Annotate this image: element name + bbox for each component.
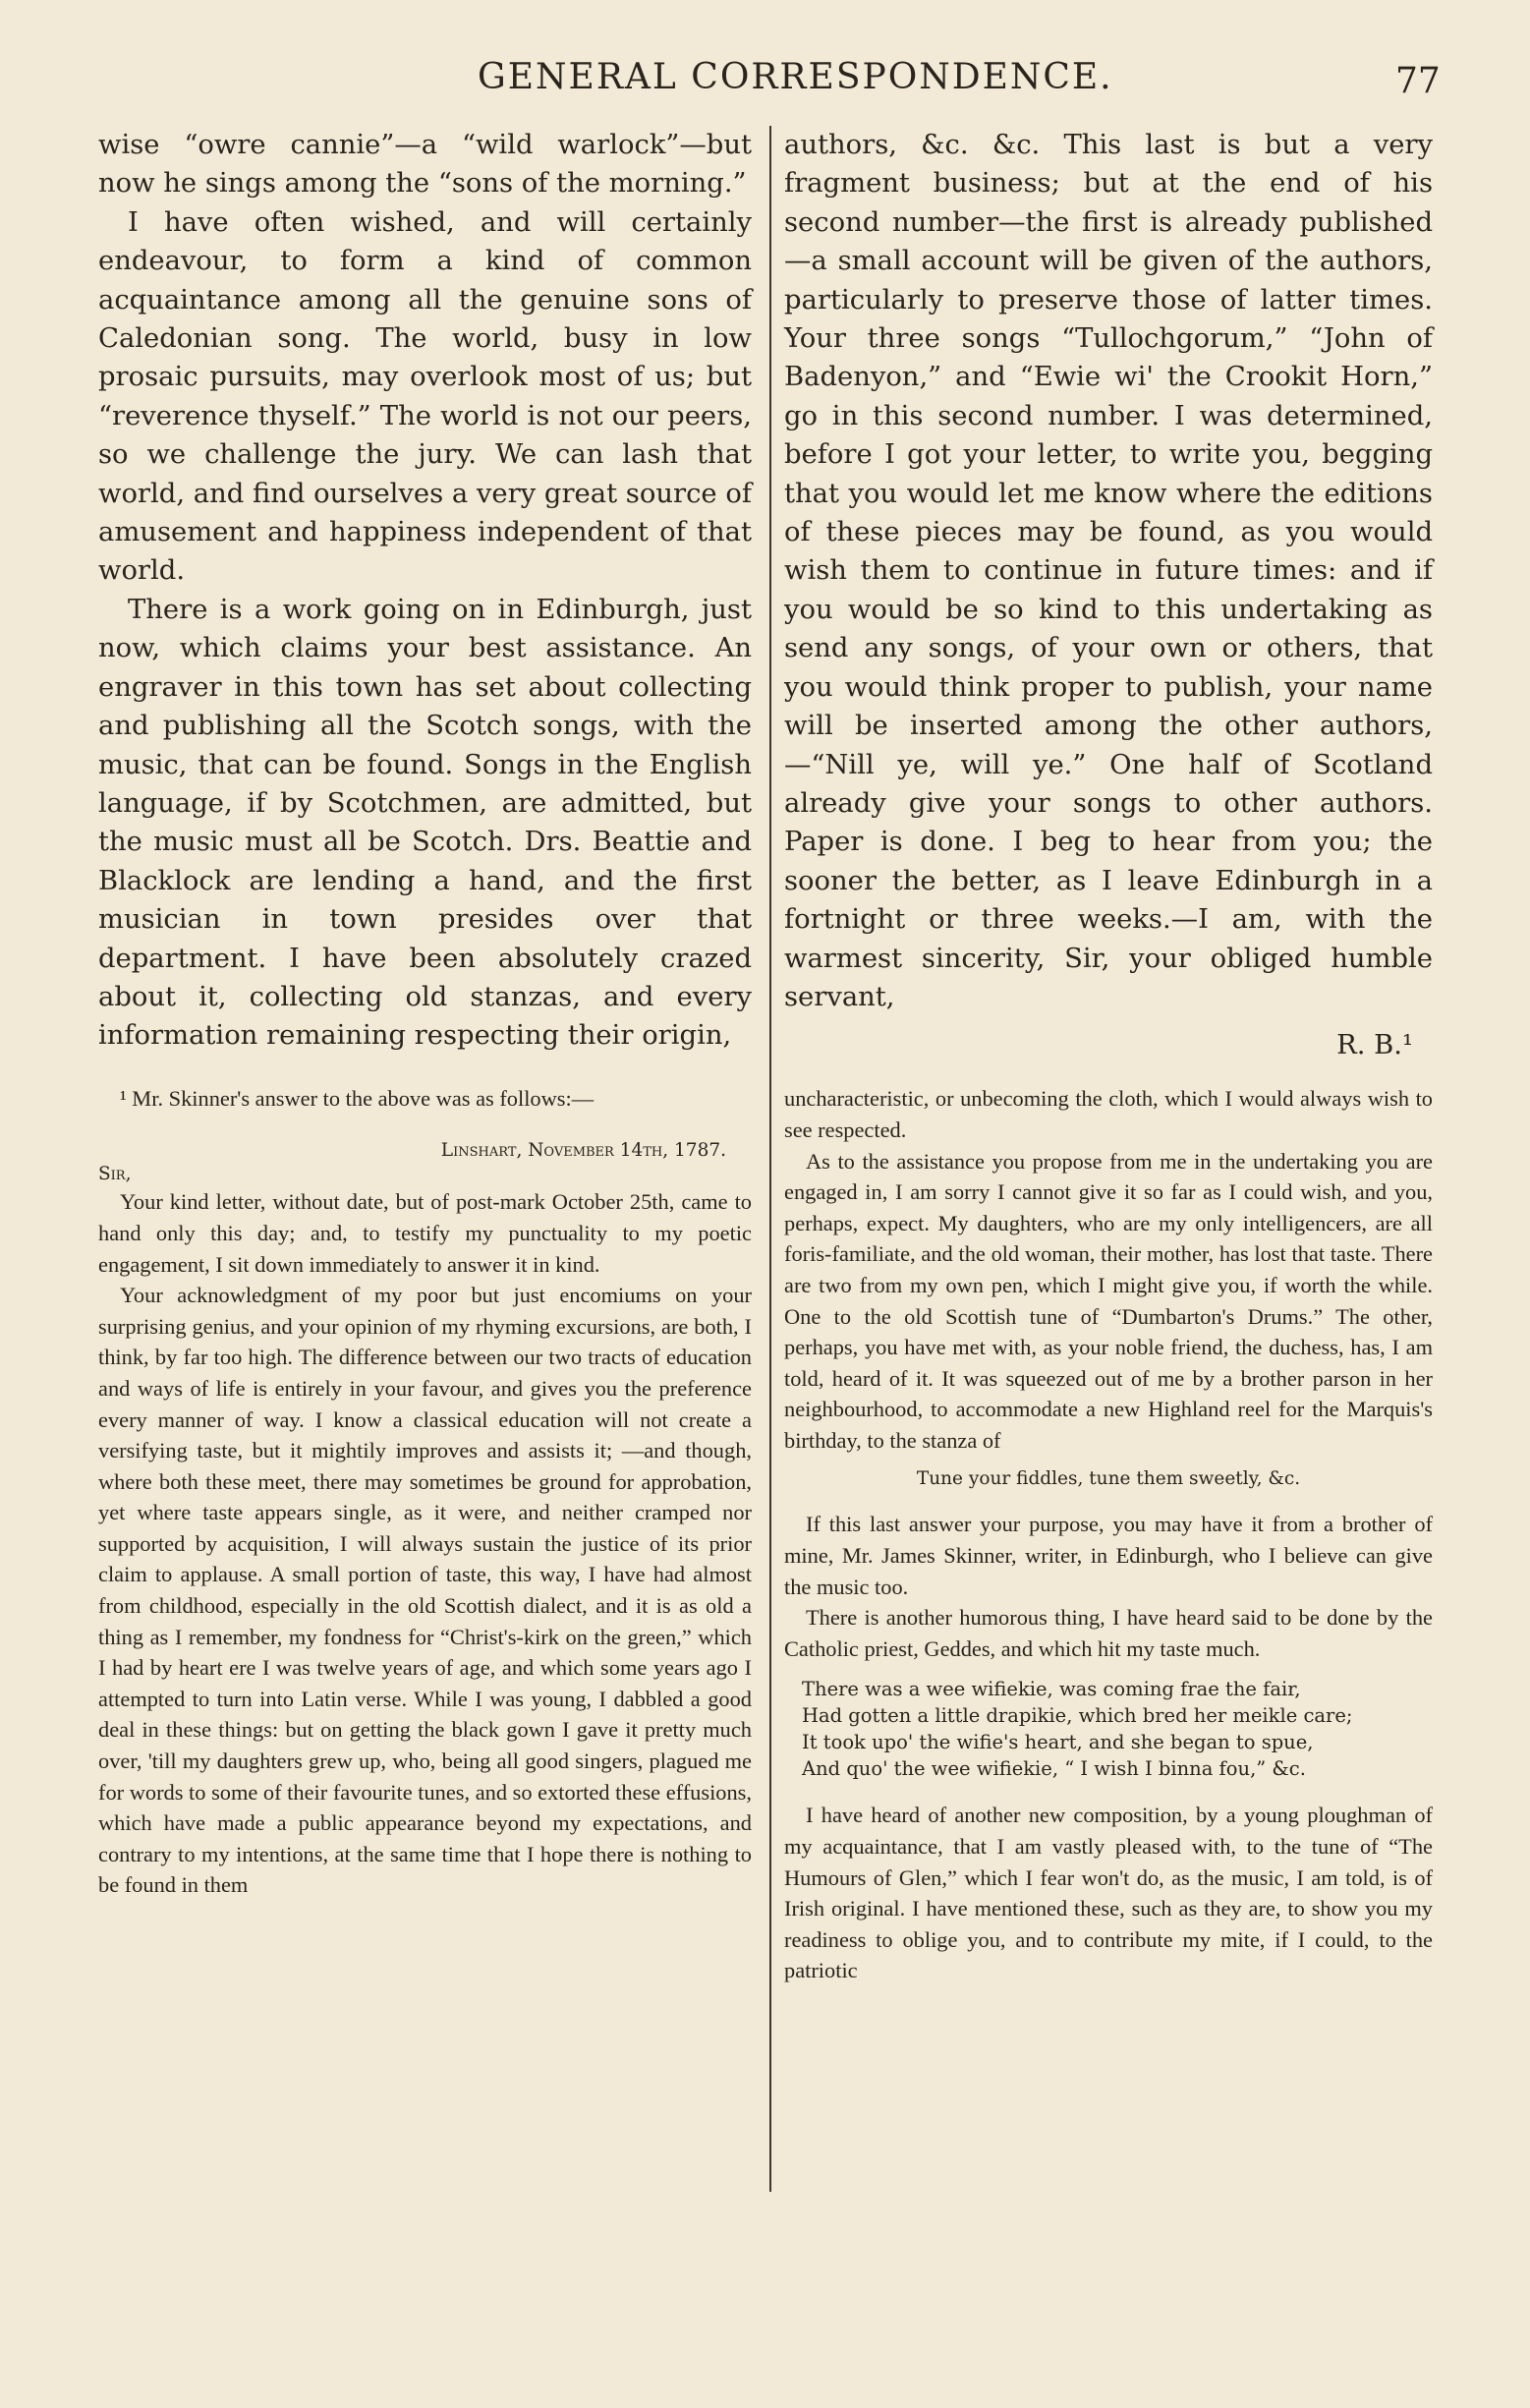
column-divider: [769, 126, 771, 2192]
running-title: GENERAL CORRESPONDENCE.: [478, 57, 1113, 97]
verse-line: Had gotten a little drapikie, which bred her meikle care;: [802, 1704, 1353, 1728]
body-paragraph: There is a work going on in Edinburgh, just now, which claims your best assistance. An engraver in this town has set about collecting and publishing all the Scotch songs, with the music, that can be found. Songs in the English language, if by Scotchmen, are admitted, but the music must all be Scotch. Drs. Beattie and Blacklock are lending a hand, and the first musician in town presides over that department. I have been absolutely crazed about it, collecting old stanzas, and every information remaining respecting their origin,: [98, 594, 752, 1052]
footnote-paragraph: I have heard of another new composition, by a young ploughman of my acquaintance, that I am vastly pleased with, to the tune of “The Humours of Glen,” which I fear won't do, as the music, I am told, is of Irish original. I have mentioned these, such as they are, to show you my readiness to oblige you, and to contribute my mite, if I could, to the patriotic: [784, 1803, 1433, 1983]
footnote-paragraph: uncharacteristic, or unbecoming the cloth, which I would always wish to see respected.: [784, 1086, 1433, 1142]
footnote-paragraph: Your kind letter, without date, but of post-mark October 25th, came to hand only this day; and, to testify my punctuality to my poetic engagement, I sit down immediately to answer it in kind.: [98, 1189, 752, 1277]
left-column: [98, 126, 752, 1901]
page-header: [0, 57, 1530, 106]
page-number: 77: [1395, 61, 1441, 101]
letter-dateline: Linshart, November 14th, 1787.: [440, 1140, 726, 1162]
footnote-paragraph: As to the assistance you propose from me in the undertaking you are engaged in, I am sorry I cannot give it so far as I could wish, and you, perhaps, expect. My daughters, who are my only intelligencers, are all foris-familiate, and the old woman, their mother, has lost that taste. There are two from my own pen, which I might give you, if worth the while. One to the old Scottish tune of “Dumbarton's Drums.” The other, perhaps, you have met with, as your noble friend, the duchess, has, I am told, heard of it. It was squeezed out of me by a brother parson in her neighbourhood, to accommodate a new Highland reel for the Marquis's birthday, to the stanza of: [784, 1148, 1433, 1453]
right-column: [784, 126, 1433, 1986]
quoted-line: Tune your fiddles, tune them sweetly, &c.: [916, 1468, 1301, 1490]
verse-block: [802, 1676, 1433, 1782]
footnote-paragraph: If this last answer your purpose, you may have it from a brother of mine, Mr. James Skinner, writer, in Edinburgh, who I believe can give the music too.: [784, 1512, 1433, 1599]
letter-salutation: Sir,: [98, 1164, 132, 1185]
verse-line: There was a wee wifiekie, was coming frae the fair,: [802, 1678, 1301, 1701]
body-paragraph: wise “owre cannie”—a “wild warlock”—but now he sings among the “sons of the morning.”: [98, 130, 752, 200]
verse-line: And quo' the wee wifiekie, “ I wish I binna fou,” &c.: [802, 1757, 1306, 1781]
signature: R. B.¹: [1336, 1030, 1413, 1061]
body-paragraph: authors, &c. &c. This last is but a very fragment business; but at the end of his second number—the first is already published—a small account will be given of the authors, particularly to preserve those of latter times. Your three songs “Tullochgorum,” “John of Badenyon,” and “Ewie wi' the Crookit Horn,” go in this second number. I was determined, before I got your letter, to write you, begging that you would let me know where the editions of these pieces may be found, as you would wish them to continue in future times: and if you would be so kind to this undertaking as send any songs, of your own or others, that you would think proper to publish, your name will be inserted among the other authors,—“Nill ye, will ye.” One half of Scotland already give your songs to other authors. Paper is done. I beg to hear from you; the sooner the better, as I leave Edinburgh in a fortnight or three weeks.—I am, with the warmest sincerity, Sir, your obliged humble servant,: [784, 130, 1433, 1012]
verse-line: It took upo' the wifie's heart, and she began to spue,: [802, 1731, 1314, 1754]
body-paragraph: I have often wished, and will certainly endeavour, to form a kind of common acquaintance among all the genuine sons of Caledonian song. The world, busy in low prosaic pursuits, may overlook most of us; but “reverence thyself.” The world is not our peers, so we challenge the jury. We can lash that world, and find ourselves a very great source of amusement and happiness independent of that world.: [98, 206, 752, 587]
footnote-paragraph: Your acknowledgment of my poor but just encomiums on your surprising genius, and your opinion of my rhyming excursions, are both, I think, by far too high. The difference between our two tracts of education and ways of life is entirely in your favour, and gives you the preference every manner of way. I know a classical education will not create a versifying taste, but it mightily improves and assists it; —and though, where both these meet, there may sometimes be ground for approbation, yet where taste appears single, as it were, and neither cramped nor supported by acquisition, I will always sustain the justice of its prior claim to applause. A small portion of taste, this way, I have had almost from childhood, especially in the old Scottish dialect, and it is as old a thing as I remember, my fondness for “Christ's-kirk on the green,” which I had by heart ere I was twelve years of age, and which some years ago I attempted to turn into Latin verse. While I was young, I dabbled a good deal in these things: but on getting the black gown I gave it pretty much over, 'till my daughters grew up, who, being all good singers, plagued me for words to some of their favourite tunes, and so extorted these effusions, which have made a public appearance beyond my expectations, and contrary to my intentions, at the same time that I hope there is nothing to be found in them: [98, 1283, 752, 1898]
footnote-paragraph: There is another humorous thing, I have heard said to be done by the Catholic priest, Geddes, and which hit my taste much.: [784, 1605, 1433, 1661]
footnote-intro: ¹ Mr. Skinner's answer to the above was as follows:—: [120, 1085, 595, 1111]
